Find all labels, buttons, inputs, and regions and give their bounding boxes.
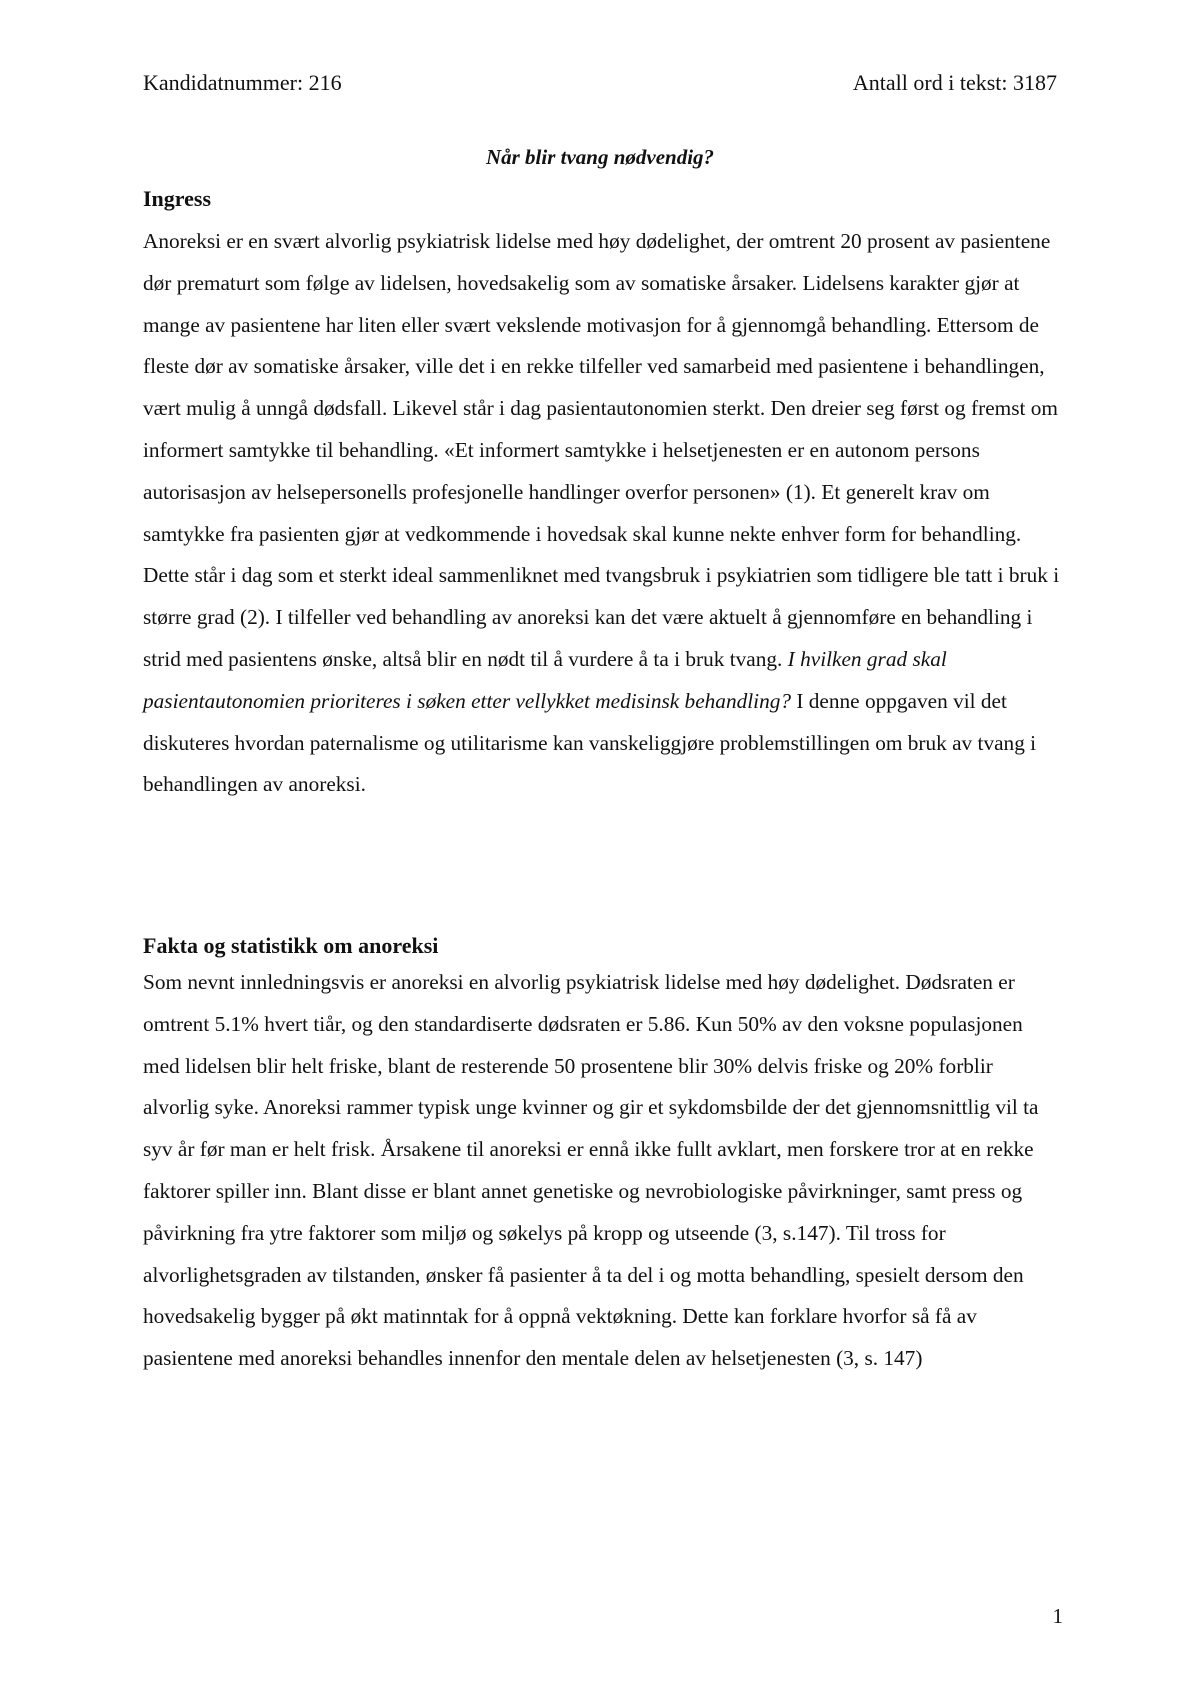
candidate-number: Kandidatnummer: 216 xyxy=(143,70,342,95)
research-question: I hvilken grad skal pasientautonomien prioriteres i søken etter vellykket medisinsk behandling? xyxy=(143,646,947,713)
word-count: Antall ord i tekst: 3187 xyxy=(852,70,1057,95)
paragraph-text: Anoreksi er en svært alvorlig psykiatrisk lidelse med høy dødelighet, der omtrent 20 prosent av pasientene dør prematurt som følge av lidelsen, hovedsakelig som av somatiske årsaker. Lidelsens karakter gjør at mange av pasientene har liten eller svært vekslende motivasjon for å gjennomgå behandling. Ettersom de fleste dør av somatiske årsaker, ville det i en rekke tilfeller ved samarbeid med pasientene i behandlingen, vært mulig å unngå dødsfall. Likevel står i dag pasientautonomien sterkt. Den dreier seg først og fremst om informert samtykke til behandling. «Et informert samtykke i helsetjenesten er en autonom persons autorisasjon av helsepersonells profesjonelle handlinger overfor personen» (1). Et generelt krav om samtykke fra pasienten gjør at vedkommende i hovedsak skal kunne nekte enhver form for behandling. Dette står i dag som et sterkt ideal sammenliknet med tvangsbruk i psykiatrien som tidligere ble tatt i bruk i større grad (2). I tilfeller ved behandling av anoreksi kan det være aktuelt å gjennomføre en behandling i strid med pasientens ønske, altså blir en nødt til å vurdere å ta i bruk tvang. xyxy=(143,229,1060,671)
section-ingress xyxy=(143,183,1063,806)
section-heading: Ingress xyxy=(143,186,212,211)
section-fakta xyxy=(143,930,1063,1380)
document-title: Når blir tvang nødvendig? xyxy=(485,145,715,169)
body-paragraph: Som nevnt innledningsvis er anoreksi en alvorlig psykiatrisk lidelse med høy dødelighet. Dødsraten er omtrent 5.1% hvert tiår, og den standardiserte dødsraten er 5.86. Kun 50% av den voksne populasjonen med lidelsen blir helt friske, blant de resterende 50 prosentene blir 30% delvis friske og 20% forblir alvorlig syke. Anoreksi rammer typisk unge kvinner og gir et sykdomsbilde der det gjennomsnittlig vil ta syv år før man er helt frisk. Årsakene til anoreksi er ennå ikke fullt avklart, men forskere tror at en rekke faktorer spiller inn. Blant disse er blant annet genetiske og nevrobiologiske påvirkninger, samt press og påvirkning fra ytre faktorer som miljø og søkelys på kropp og utseende (3, s.147). Til tross for alvorlighetsgraden av tilstanden, ønsker få pasienter å ta del i og motta behandling, spesielt dersom den hovedsakelig bygger på økt matinntak for å oppnå vektøkning. Dette kan forklare hvorfor så få av pasientene med anoreksi behandles innenfor den mentale delen av helsetjenesten (3, s. 147) xyxy=(143,970,1039,1371)
page-number: 1 xyxy=(1052,1604,1063,1628)
page-header xyxy=(143,70,1057,96)
paragraph-text: I denne oppgaven vil det diskuteres hvordan paternalisme og utilitarisme kan vanskeliggjøre problemstillingen om bruk av tvang i behandlingen av anoreksi. xyxy=(143,688,1037,797)
body-paragraph xyxy=(143,221,1063,806)
section-heading: Fakta og statistikk om anoreksi xyxy=(143,933,439,958)
